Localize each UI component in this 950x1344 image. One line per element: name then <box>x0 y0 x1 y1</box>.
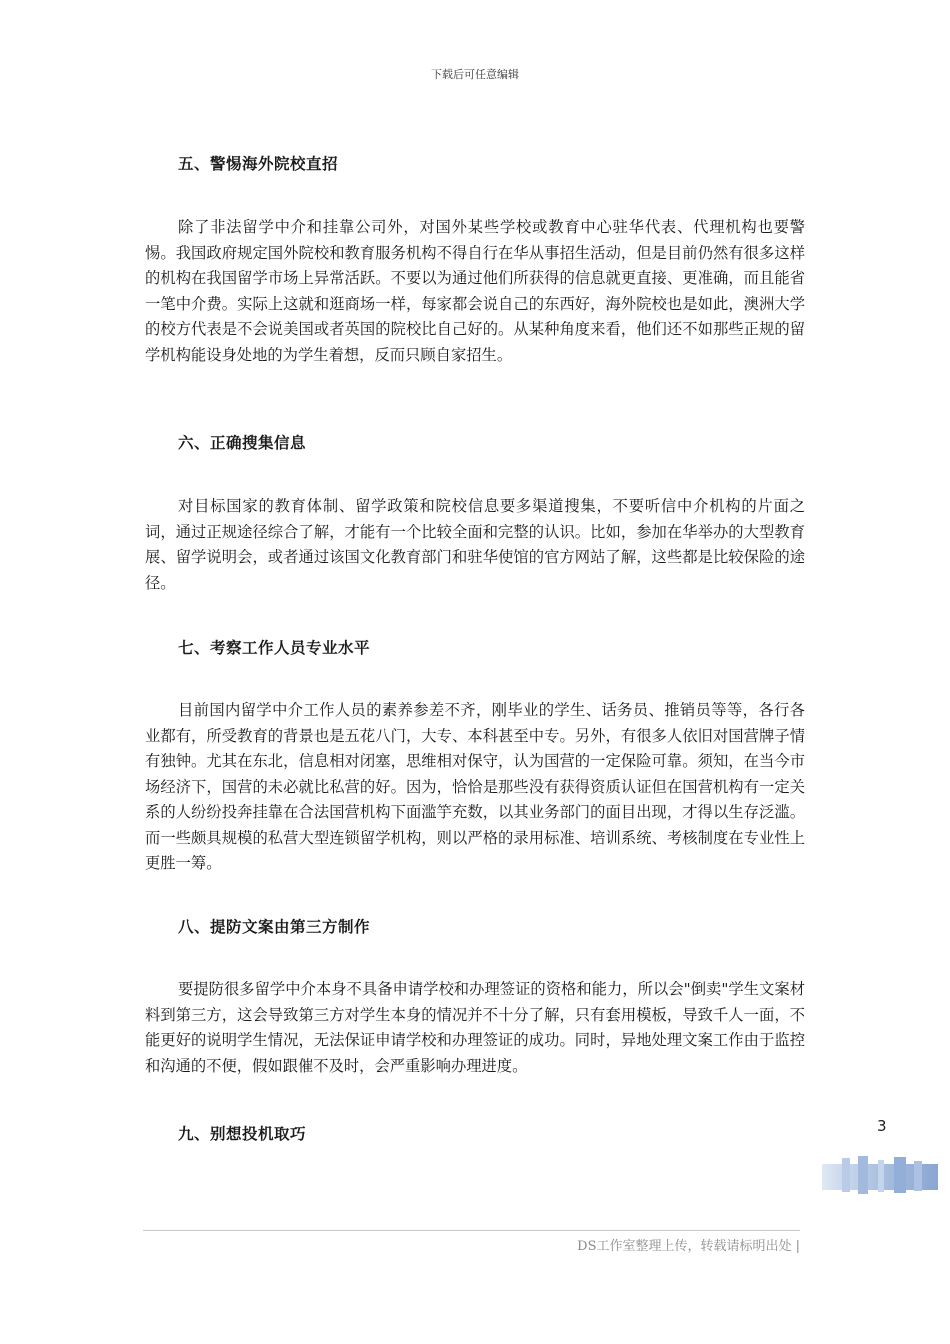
footer-divider <box>143 1230 800 1231</box>
section-paragraph-6: 对目标国家的教育体制、留学政策和院校信息要多渠道搜集，不要听信中介机构的片面之词，通过正规途径综合了解，才能有一个比较全面和完整的认识。比如，参加在华举办的大型教育展、留学说明会，或者通过该国文化教育部门和驻华使馆的官方网站了解，这些都是比较保险的途径。 <box>145 497 805 592</box>
page-number: 3 <box>877 1117 887 1135</box>
section-paragraph-8: 要提防很多留学中介本身不具备申请学校和办理签证的资格和能力，所以会"倒卖"学生文案材料到第三方，这会导致第三方对学生本身的情况并不十分了解，只有套用模板，导致千人一面，不能更好的说明学生情况，无法保证申请学校和办理签证的成功。同时，异地处理文案工作由于监控和沟通的不便，假如跟催不及时，会严重影响办理进度。 <box>145 980 805 1075</box>
page-header: 下载后可任意编辑 <box>431 68 519 81</box>
section-paragraph-7: 目前国内留学中介工作人员的素养参差不齐，刚毕业的学生、话务员、推销员等等，各行各业都有，所受教育的背景也是五花八门，大专、本科甚至中专。另外，有很多人依旧对国营牌子情有独钟。尤其在东北，信息相对闭塞，思维相对保守，认为国营的一定保险可靠。须知，在当今市场经济下，国营的未必就比私营的好。因为，恰恰是那些没有获得资质认证但在国营机构有一定关系的人纷纷投奔挂靠在合法国营机构下面滥竽充数，以其业务部门的面目出现，才得以生存泛滥。而一些颇具规模的私营大型连锁留学机构，则以严格的录用标准、培训系统、考核制度在专业性上更胜一筹。 <box>145 701 805 872</box>
section-heading-9: 九、别想投机取巧 <box>178 1125 307 1143</box>
section-heading-8: 八、提防文案由第三方制作 <box>178 918 371 936</box>
blue-bars-decoration-icon <box>822 1156 938 1194</box>
section-heading-5: 五、警惕海外院校直招 <box>178 155 339 173</box>
section-heading-7: 七、考察工作人员专业水平 <box>178 639 371 657</box>
footer-text: DS工作室整理上传，转载请标明出处 | <box>577 1239 800 1254</box>
section-heading-6: 六、正确搜集信息 <box>178 434 307 452</box>
section-paragraph-5: 除了非法留学中介和挂靠公司外，对国外某些学校或教育中心驻华代表、代理机构也要警惕。我国政府规定国外院校和教育服务机构不得自行在华从事招生活动，但是目前仍然有很多这样的机构在我国留学市场上异常活跃。不要以为通过他们所获得的信息就更直接、更准确，而且能省一笔中介费。实际上这就和逛商场一样，每家都会说自己的东西好，海外院校也是如此，澳洲大学的校方代表是不会说美国或者英国的院校比自己好的。从某种角度来看，他们还不如那些正规的留学机构能设身处地的为学生着想，反而只顾自家招生。 <box>145 218 805 364</box>
